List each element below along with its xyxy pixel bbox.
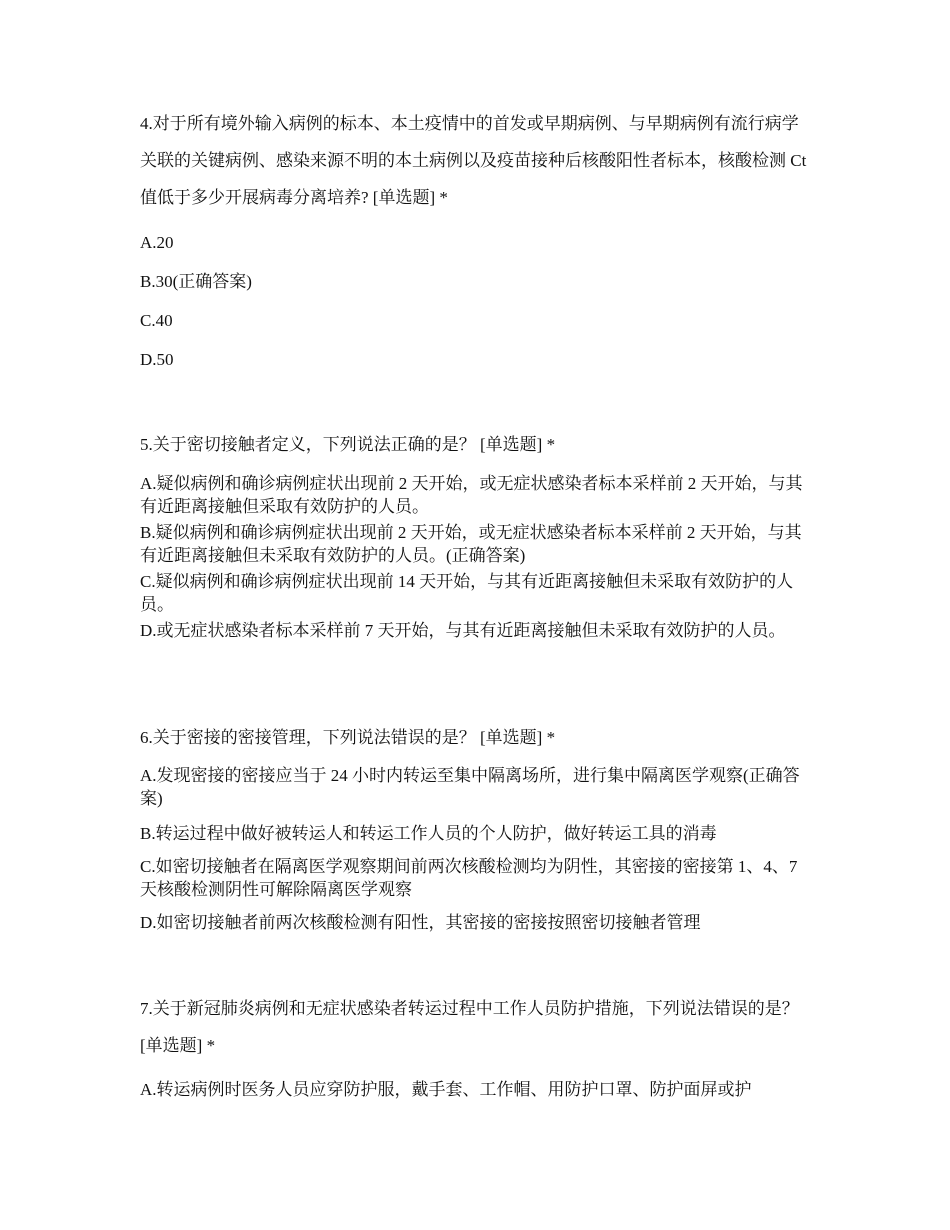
question-4-option-d: D.50 <box>140 350 174 369</box>
question-6-option-a: A.发现密接的密接应当于 24 小时内转运至集中隔离场所，进行集中隔离医学观察(正确答案) <box>140 766 800 808</box>
question-5-stem: 5.关于密切接触者定义，下列说法正确的是？ [单选题] * <box>140 435 556 454</box>
question-6-option-b: B.转运过程中做好被转运人和转运工作人员的个人防护，做好转运工具的消毒 <box>140 824 717 843</box>
question-4-option-a: A.20 <box>140 233 174 252</box>
question-6-option-c: C.如密切接触者在隔离医学观察期间前两次核酸检测均为阴性，其密接的密接第 1、4、7 天核酸检测阴性可解除隔离医学观察 <box>140 857 798 899</box>
question-5-option-b: B.疑似病例和确诊病例症状出现前 2 天开始，或无症状感染者标本采样前 2 天开始，与其有近距离接触但未采取有效防护的人员。(正确答案) <box>140 523 802 565</box>
question-7-option-a: A.转运病例时医务人员应穿防护服，戴手套、工作帽、用防护口罩、防护面屏或护 <box>140 1080 752 1099</box>
question-5-option-a: A.疑似病例和确诊病例症状出现前 2 天开始，或无症状感染者标本采样前 2 天开始，与其有近距离接触但采取有效防护的人员。 <box>140 474 803 516</box>
question-6-option-d: D.如密切接触者前两次核酸检测有阳性，其密接的密接按照密切接触者管理 <box>140 913 701 932</box>
question-7-stem: 7.关于新冠肺炎病例和无症状感染者转运过程中工作人员防护措施，下列说法错误的是？ [单选题] * <box>140 999 799 1055</box>
question-4-stem: 4.对于所有境外输入病例的标本、本土疫情中的首发或早期病例、与早期病例有流行病学关联的关键病例、感染来源不明的本土病例以及疫苗接种后核酸阳性者标本，核酸检测 Ct 值低于多少开展病毒分离培养? [单选题] * <box>140 114 807 207</box>
question-5-option-c: C.疑似病例和确诊病例症状出现前 14 天开始，与其有近距离接触但未采取有效防护的人员。 <box>140 572 794 614</box>
question-6-stem: 6.关于密接的密接管理，下列说法错误的是？ [单选题] * <box>140 728 556 747</box>
question-5-option-d: D.或无症状感染者标本采样前 7 天开始，与其有近距离接触但未采取有效防护的人员。 <box>140 621 786 640</box>
question-4-option-b: B.30(正确答案) <box>140 272 252 291</box>
question-4-option-c: C.40 <box>140 311 173 330</box>
